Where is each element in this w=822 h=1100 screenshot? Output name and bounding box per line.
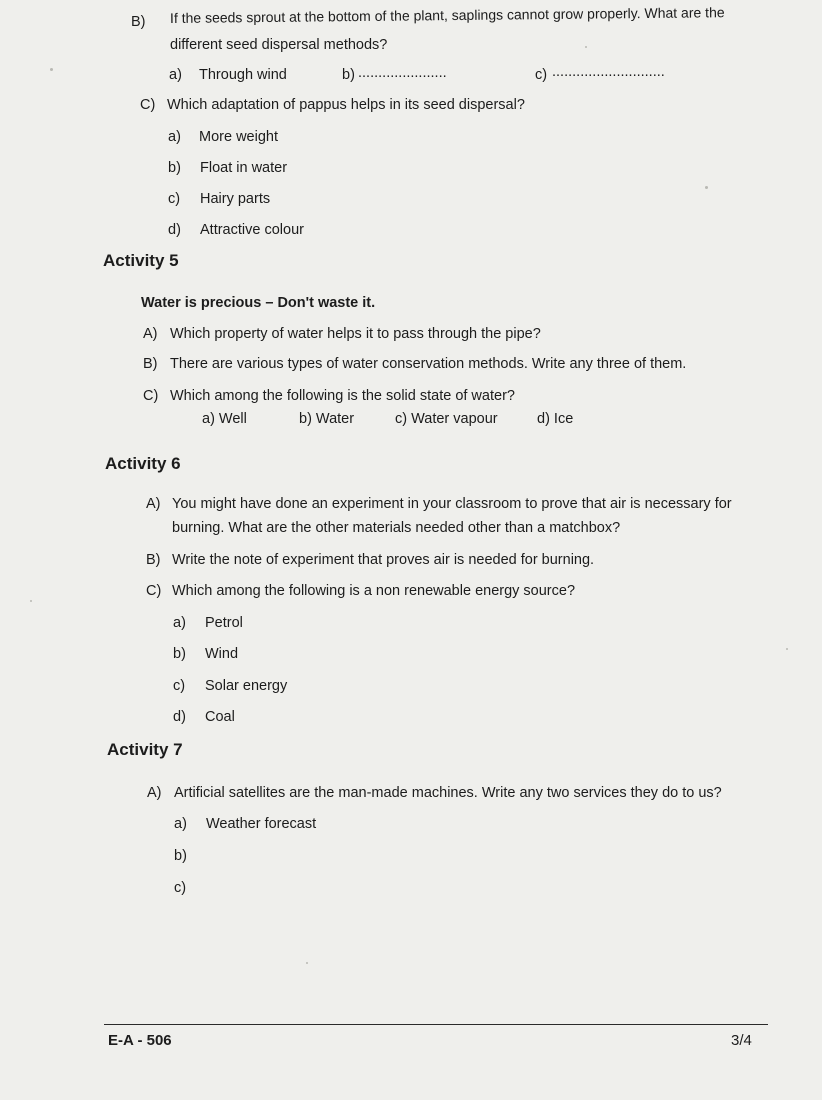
scan-speck — [30, 600, 32, 602]
question-c-label: C) — [140, 97, 156, 113]
question-b-text-line2: different seed dispersal methods? — [170, 37, 388, 53]
question-label: C) — [143, 388, 159, 404]
question-text-line2: burning. What are the other materials needed other than a matchbox? — [172, 520, 621, 536]
option-text: d) Ice — [537, 411, 574, 427]
question-b-label: B) — [131, 14, 146, 30]
option-label: a) — [173, 615, 186, 631]
option-text: c) Water vapour — [395, 411, 498, 427]
option-text: Through wind — [199, 67, 287, 83]
question-label: A) — [147, 785, 162, 801]
answer-blank: ............................ — [552, 64, 665, 80]
answer-label: c) — [174, 880, 187, 896]
option-text: Petrol — [205, 615, 243, 631]
question-label: C) — [146, 583, 162, 599]
answer-text: Weather forecast — [206, 816, 317, 832]
scan-speck — [786, 648, 788, 650]
scan-speck — [705, 186, 708, 189]
scan-speck — [585, 46, 587, 48]
scan-speck — [50, 68, 53, 71]
activity-7-heading: Activity 7 — [107, 740, 183, 759]
option-text: Float in water — [200, 160, 288, 176]
question-text: There are various types of water conservation methods. Write any three of them. — [170, 356, 687, 372]
page-number: 3/4 — [731, 1032, 752, 1049]
option-label: c) — [168, 191, 181, 207]
question-b-text-line1: If the seeds sprout at the bottom of the plant, saplings cannot grow properly. What are the — [169, 4, 725, 26]
option-label: b) — [342, 67, 355, 83]
option-label: d) — [173, 709, 186, 725]
paper-code: E-A - 506 — [108, 1032, 172, 1049]
question-text: Artificial satellites are the man-made machines. Write any two services they do to us? — [174, 785, 722, 801]
option-text: a) Well — [202, 411, 247, 427]
option-label: b) — [168, 160, 181, 176]
option-label: c) — [535, 67, 548, 83]
question-text: Which among the following is a non renewable energy source? — [172, 583, 576, 599]
answer-label: b) — [174, 848, 187, 864]
scan-speck — [306, 962, 308, 964]
option-text: Hairy parts — [200, 191, 271, 207]
footer-rule — [104, 1024, 768, 1025]
question-text: Which property of water helps it to pass through the pipe? — [170, 326, 541, 342]
option-label: c) — [173, 678, 186, 694]
option-text: b) Water — [299, 411, 355, 427]
activity-5-heading: Activity 5 — [103, 251, 179, 270]
question-label: B) — [143, 356, 158, 372]
option-text: Coal — [205, 709, 235, 725]
option-label: a) — [168, 129, 181, 145]
question-label: A) — [146, 496, 161, 512]
question-text: Which among the following is the solid state of water? — [170, 388, 515, 404]
answer-label: a) — [174, 816, 187, 832]
option-label: d) — [168, 222, 181, 238]
question-label: B) — [146, 552, 161, 568]
activity-5-intro: Water is precious – Don't waste it. — [141, 295, 376, 311]
question-label: A) — [143, 326, 158, 342]
question-text: Write the note of experiment that proves air is needed for burning. — [172, 552, 595, 568]
question-text: You might have done an experiment in your classroom to prove that air is necessary for — [172, 496, 732, 512]
option-text: Wind — [205, 646, 239, 662]
option-text: Attractive colour — [200, 222, 304, 238]
answer-blank: ...................... — [358, 65, 447, 81]
option-text: More weight — [199, 129, 278, 145]
activity-6-heading: Activity 6 — [105, 454, 181, 473]
option-label: a) — [169, 67, 182, 83]
option-text: Solar energy — [205, 678, 288, 694]
question-c-text: Which adaptation of pappus helps in its seed dispersal? — [167, 97, 525, 113]
option-label: b) — [173, 646, 186, 662]
